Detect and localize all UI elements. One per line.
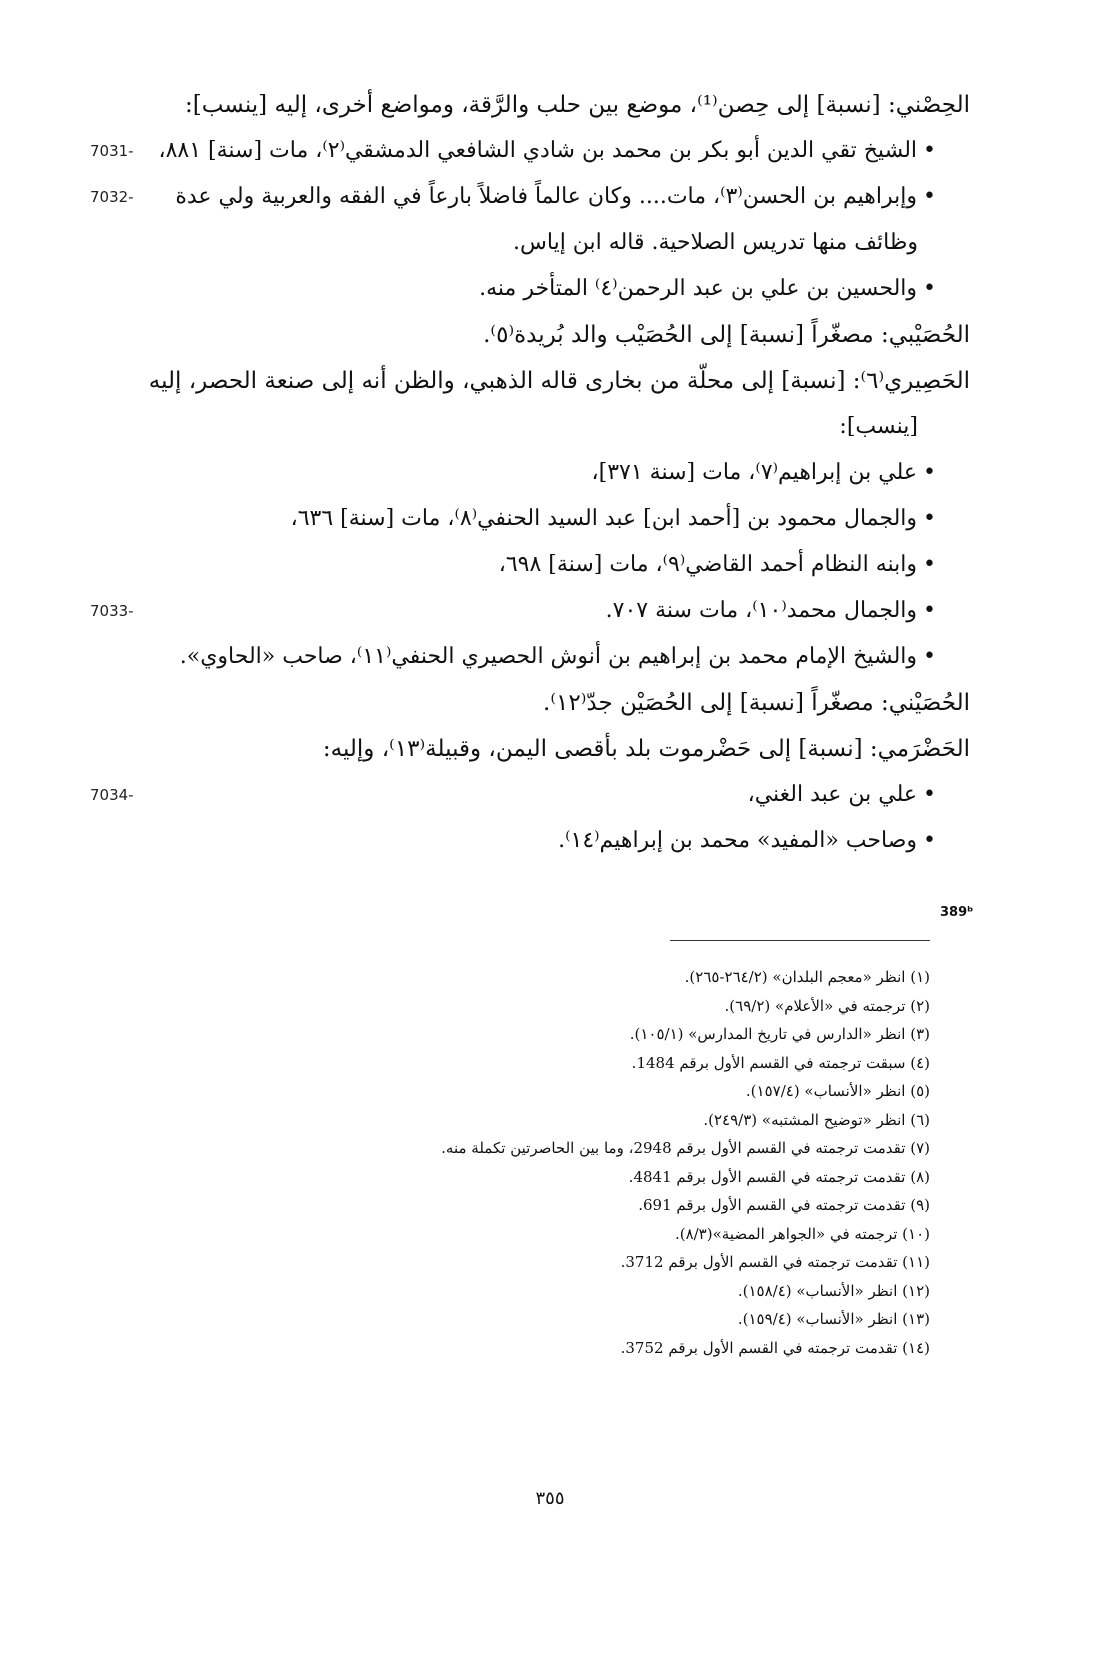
line-text: علي بن إبراهيم⁽٧⁾، مات [سنة ٣٧١]،: [591, 460, 918, 485]
bullet-dot: •: [923, 276, 936, 301]
line-text: الحُصَيْني: مصغّراً [نسبة] إلى الحُصَيْن جدّ⁽١٢⁾.: [543, 690, 970, 716]
footnote: (١٣) انظر «الأنساب» (١٥٩/٤).: [737, 1310, 930, 1328]
footnote: (٩) تقدمت ترجمته في القسم الأول برقم 691.: [638, 1196, 930, 1214]
line-text: وصاحب «المفيد» محمد بن إبراهيم⁽١٤⁾.: [558, 828, 918, 853]
footnote: (١٠) ترجمته في «الجواهر المضية»(٨/٣).: [674, 1224, 930, 1243]
line-text: وظائف منها تدريس الصلاحية. قاله ابن إياس.: [513, 230, 918, 255]
line-text: [ينسب]:: [839, 414, 918, 439]
bullet-dot: •: [923, 506, 936, 531]
bullet-entry: [90, 174, 970, 220]
bullet-dot: •: [923, 552, 936, 577]
entry-heading: [110, 680, 970, 726]
footnote: (٨) تقدمت ترجمته في القسم الأول برقم 4841.: [628, 1167, 930, 1186]
footnote: (١٢) انظر «الأنساب» (١٥٨/٤).: [737, 1281, 930, 1300]
bullet-entry: [90, 772, 970, 818]
line-text: وإبراهيم بن الحسن⁽٣⁾، مات.... وكان عالماً فاضلاً بارعاً في الفقه والعربية ولي عدة: [175, 184, 918, 209]
line-text: الشيخ تقي الدين أبو بكر بن محمد بن شادي الشافعي الدمشقي⁽٢⁾، مات [سنة] ٨٨١،: [158, 138, 918, 163]
bullet-dot: •: [923, 598, 936, 623]
entry-number: 7032-: [90, 188, 134, 206]
line-text: والحسين بن علي بن عبد الرحمن⁽٤⁾ المتأخر منه.: [479, 276, 918, 301]
entry-heading: [110, 358, 970, 404]
footnote: (٤) سبقت ترجمته في القسم الأول برقم 1484.: [631, 1053, 930, 1072]
footnotes: [300, 963, 930, 1362]
bullet-dot: •: [923, 138, 936, 163]
footnote: (٥) انظر «الأنساب» (١٥٧/٤).: [745, 1082, 930, 1100]
folio-marker: 389ᵇ: [940, 905, 974, 920]
bullet-entry: [110, 266, 970, 312]
line-text: والشيخ الإمام محمد بن إبراهيم بن أنوش الحصيري الحنفي⁽١١⁾، صاحب «الحاوي».: [179, 644, 918, 669]
footnote: (٢) ترجمته في «الأعلام» (٦٩/٢).: [724, 996, 930, 1015]
footnote: (٣) انظر «الدارس في تاريخ المدارس» (١٠٥/١).: [629, 1025, 930, 1043]
footnote: (١١) تقدمت ترجمته في القسم الأول برقم 3712.: [620, 1253, 930, 1271]
footnote: (١) انظر «معجم البلدان» (٢٦٤/٢-٢٦٥).: [684, 968, 930, 986]
main-text: [90, 82, 970, 864]
bullet-dot: •: [923, 184, 936, 209]
line-text: الحِصْني: [نسبة] إلى حِصن⁽¹⁾، موضع بين حلب والرَّقة، ومواضع أخرى، إليه [ينسب]:: [185, 92, 970, 118]
bullet-dot: •: [923, 644, 936, 669]
page-number: ٣٥٥: [535, 1488, 565, 1509]
line-text: والجمال محمود بن [أحمد ابن] عبد السيد الحنفي⁽٨⁾، مات [سنة] ٦٣٦،: [290, 506, 918, 531]
line-text: علي بن عبد الغني،: [747, 782, 918, 807]
line-text: الحُصَيْبي: مصغّراً [نسبة] إلى الحُصَيْب والد بُريدة⁽٥⁾.: [483, 322, 970, 348]
entry-heading: [110, 726, 970, 772]
footnote: (٦) انظر «توضيح المشتبه» (٢٤٩/٣).: [703, 1110, 930, 1129]
bullet-entry: [90, 588, 970, 634]
bullet-entry: [110, 496, 970, 542]
bullet-dot: •: [923, 782, 936, 807]
entry-heading-continuation: [110, 404, 970, 450]
entry-heading: [110, 82, 970, 128]
footnote-divider: [670, 940, 930, 941]
bullet-entry: [110, 450, 970, 496]
bullet-entry: [110, 634, 970, 680]
bullet-entry: [110, 542, 970, 588]
entry-number: 7031-: [90, 142, 134, 160]
entry-number: 7033-: [90, 602, 134, 620]
footnote: (١٤) تقدمت ترجمته في القسم الأول برقم 3752.: [620, 1338, 930, 1357]
footnote: (٧) تقدمت ترجمته في القسم الأول برقم 2948، وما بين الحاصرتين تكملة منه.: [441, 1139, 930, 1157]
entry-heading: [110, 312, 970, 358]
bullet-entry: [110, 818, 970, 864]
bullet-entry: [90, 128, 970, 174]
bullet-continuation: [110, 220, 970, 266]
line-text: الحَصِيري⁽٦⁾: [نسبة] إلى محلّة من بخارى قاله الذهبي، والظن أنه إلى صنعة الحصر، إليه: [148, 368, 970, 394]
line-text: وابنه النظام أحمد القاضي⁽٩⁾، مات [سنة] ٦٩٨،: [498, 552, 918, 577]
line-text: الحَضْرَمي: [نسبة] إلى حَضْرموت بلد بأقصى اليمن، وقبيلة⁽١٣⁾، وإليه:: [322, 736, 970, 762]
bullet-dot: •: [923, 828, 936, 853]
entry-number: 7034-: [90, 786, 134, 804]
line-text: والجمال محمد⁽١٠⁾، مات سنة ٧٠٧.: [605, 598, 918, 623]
bullet-dot: •: [923, 460, 936, 485]
